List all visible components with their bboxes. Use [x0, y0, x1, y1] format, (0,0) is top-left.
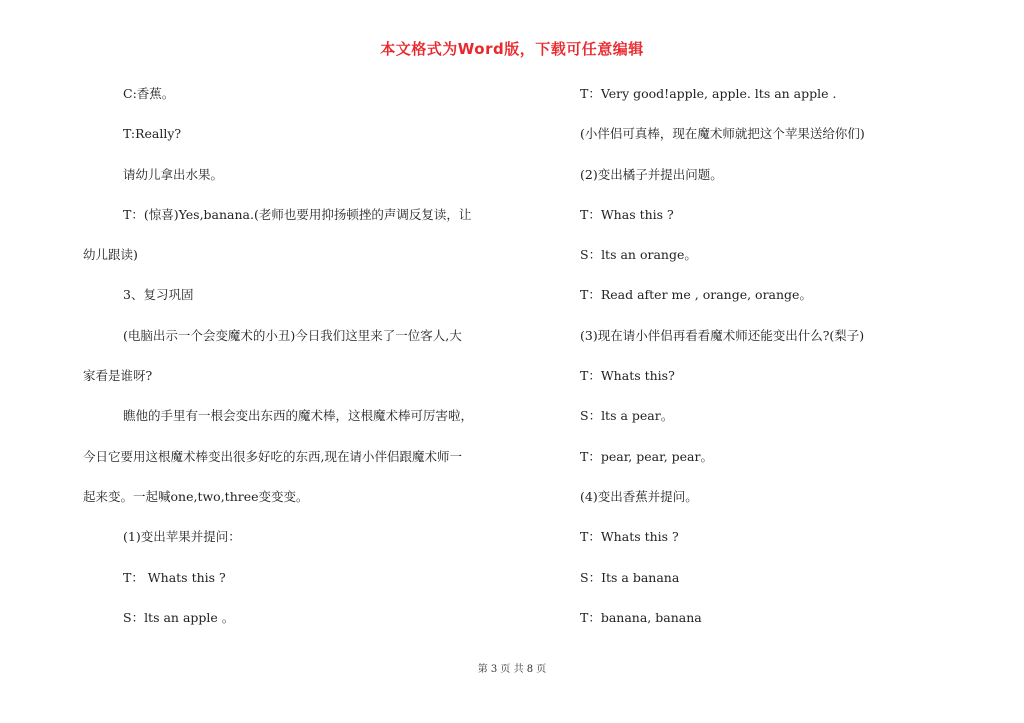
- text-line: T： Whats this ?: [123, 569, 226, 585]
- text-line: (2)变出橘子并提出问题。: [580, 166, 723, 182]
- text-line: (电脑出示一个会变魔术的小丑)今日我们这里来了一位客人,大: [123, 327, 462, 343]
- text-line: T：Whats this?: [580, 368, 675, 384]
- text-line: T：Whas this ?: [580, 206, 674, 222]
- text-line: (3)现在请小伴侣再看看魔术师还能变出什么?(梨子): [580, 327, 865, 343]
- text-line: (1)变出苹果并提问：: [123, 529, 241, 545]
- text-line: S：Its a banana: [580, 569, 680, 585]
- left-column: [83, 84, 513, 648]
- text-line: C:香蕉。: [123, 86, 175, 101]
- text-line: T：pear, pear, pear。: [580, 448, 713, 464]
- text-line: T：Very good!apple, apple. lts an apple .: [580, 86, 837, 101]
- text-line: T:Really?: [123, 126, 182, 142]
- text-line: T：(惊喜)Yes,banana.(老师也要用抑扬顿挫的声调反复读，让: [123, 206, 472, 222]
- text-line: 幼儿跟读): [83, 247, 138, 263]
- text-line: 家看是谁呀?: [83, 368, 153, 384]
- text-line: T：Read after me , orange, orange。: [580, 287, 812, 303]
- text-line: S：lts an apple 。: [123, 609, 235, 625]
- document-banner: 本文格式为Word版，下载可任意编辑: [380, 40, 644, 58]
- text-line: T：Whats this ?: [580, 529, 679, 545]
- text-line: 瞧他的手里有一根会变出东西的魔术棒，这根魔术棒可厉害啦，: [123, 408, 474, 424]
- text-line: S：lts a pear。: [580, 408, 674, 424]
- text-line: 请幼儿拿出水果。: [123, 166, 224, 182]
- text-line: (4)变出香蕉并提问。: [580, 488, 698, 504]
- text-line: S：lts an orange。: [580, 247, 697, 263]
- text-line: 起来变。一起喊one,two,three变变变。: [83, 488, 309, 504]
- text-line: T：banana, banana: [580, 609, 702, 625]
- text-line: (小伴侣可真棒，现在魔术师就把这个苹果送给你们): [580, 126, 865, 142]
- page-number: 第 3 页 共 8 页: [477, 664, 547, 675]
- right-column: [580, 84, 910, 648]
- text-line: 今日它要用这根魔术棒变出很多好吃的东西,现在请小伴侣跟魔术师一: [83, 448, 462, 464]
- section-heading: 3、复习巩固: [123, 287, 194, 303]
